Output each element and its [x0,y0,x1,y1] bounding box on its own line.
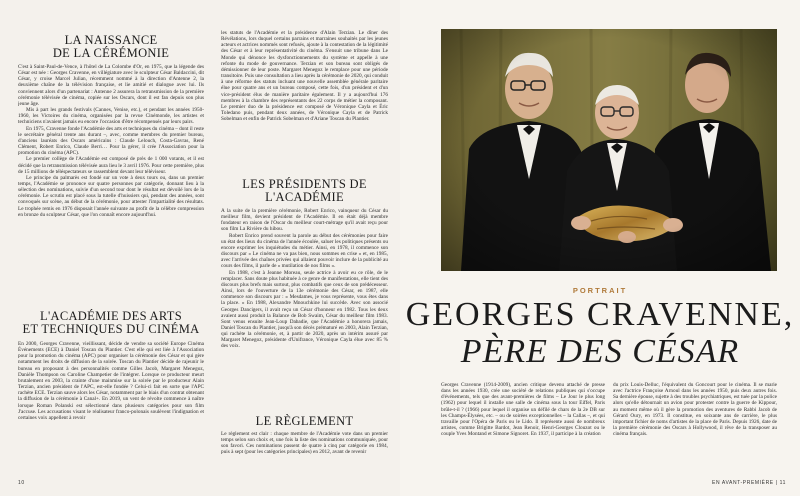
section-title-academie-line1: L'ACADÉMIE DES ARTS [40,309,182,323]
portrait-kicker: PORTRAIT [572,286,628,295]
portrait-text-column-1 [441,382,605,482]
section-title-reglement [221,415,388,428]
body-paragraph: Mis à part les grands festivals (Cannes, Venise, etc.), et pendant les années 1950-1960, les Victoires du cinéma, organisées par la revue Cinémonde, les artistes et techniciens n'avaient jamais eu encore l'occasion d'être récompensés par leurs pairs. [18,107,204,126]
body-paragraph: À la suite de la première cérémonie, Robert Enrico, vainqueur du César du meilleur film, devient président de l'Académie. Il en était déjà membre fondateur en raison de l'Oscar du meilleur court-métrage qu'il avait reçu pour son film La Rivière du hibou. [221,208,388,233]
section-title-presidents-line1: LES PRÉSIDENTS DE [242,177,367,191]
text-column-naissance [18,64,204,296]
section-title-presidents-line2: L'ACADÉMIE [265,189,344,204]
portrait-photo [441,29,777,271]
body-paragraph: du prix Louis-Delluc, l'équivalent du Goncourt pour le cinéma. Il se marie avec l'actrice Françoise Arnoul dans les années 1950, puis deux autres fois. Sa dernière épouse, sujette à des troubles psychiatriques, est tuée par la police alors qu'elle détournait un avion pour protester contre la guerre de Kippour, au moment même où il gère la promotion des aventures de Rabbi Jacob de Gérard Oury, en 1973. Il constitue, en soixante ans de carrière, le plus important fichier de noms d'artistes de la place de Paris. Depuis 1926, date de la première cérémonie des Oscars à Hollywood, il rêve de la transposer au cinéma français. [613,382,777,438]
section-title-naissance-line1: LA NAISSANCE [64,33,158,47]
section-title-presidents [221,178,388,203]
body-paragraph: En 2000, Georges Cravenne, vieillissant, décide de vendre sa société Europe Cinéma Événements (ECE) à Daniel Toscan du Plantier. C'est elle qui est liée à l'Association pour la promotion du cinéma (APC) pour organiser la cérémonie des César et qui gère notamment les droits de diffusion de la soirée. Toscan du Plantier décide de rajeunir le bureau en proposant à des personnalités comme Gilles Jacob, Margaret Menegoz, Danièle Thompson ou Caroline Champetier de l'intégrer. Lorsque ce producteur meurt brutalement en 2003, la crainte d'une mainmise sur la soirée par le producteur Alain Terzian, ancien président de l'APC, est-elle fondée ? Celui-ci fait en sorte que l'APC rachète ECE. Terzian sauve alors les César, notamment par le biais d'un contrat obtenant la diffusion de la cérémonie à Canal+. En 2019, un vent de révolte commence à naître lorsque Roman Polanski est sélectionné dans plusieurs catégories pour son film J'accuse. Les accusations visant le réalisateur franco-polonais soulèvent l'indignation et certaines voix appellent à revoir [18,341,204,421]
body-paragraph: Le principe du palmarès est fondé sur un vote à deux tours ou, dans un premier temps, l'Académie se prononce sur quatre personnes par catégorie, donnant lieu à la sélection des nominations, suivie d'un second tour dont le résultat est dévoilé lors de la cérémonie. Le scrutin est placé sous la tutelle d'huissiers qui, pendant des années, sont convoqués sur scène, au début de la cérémonie, pour attester l'impartialité des résultats. Le trophée remis en 1976 disposait l'année suivante au profit de la célèbre compression en bronze du sculpteur César, que l'on connaît encore aujourd'hui. [18,174,204,218]
portrait-title-line1: GEORGES CRAVENNE, [405,296,795,333]
text-column-academie [18,341,204,479]
portrait-title-line2: PÈRE DES CÉSAR [460,333,740,370]
body-paragraph: Le règlement est clair : chaque membre de l'Académie vote dans un premier temps selon son choix et, une fois la liste des nominations communiquée, pour son favori. Ces nominations passent de quatre à cinq par catégorie en 1984, puis à sept (pour les catégories principales) en 2012, avant de revenir [221,431,388,456]
body-paragraph: Georges Cravenne (1914-2009), ancien critique devenu attaché de presse dans les années 1930, crée une société de relations publiques qui s'occupe d'événements, tels que des avant-premières de films – Le Jour le plus long (1962) pour lequel il installe une salle de cinéma sous la tour Eiffel, Paris brûle-t-il ? (1966) pour lequel il organise un défilé de chars de la 2e DB sur les Champs-Élysées, etc. – ou de soirées exceptionnelles – la Callas –, et qui travaille pour l'Opéra de Paris ou le Lido. Il représente aussi de nombreux artistes, comme Brigitte Bardot, Jean Renoir, Henri-Georges Clouzot ou le couple Yves Montand et Simone Signoret. En 1937, il participe à la création [441,382,605,438]
text-column-statuts [221,30,388,168]
section-title-academie-line2: ET TECHNIQUES DU CINÉMA [22,321,200,336]
section-title-academie [18,310,204,335]
body-paragraph: Robert Enrico prend souvent la parole au début des cérémonies pour faire un état des lieux du cinéma de l'année écoulée, saluer les politiques présents ou encore exprimer les inquiétudes du métier. Ainsi, en 1978, il commence son discours par « Le cinéma ne va pas bien, nous sommes en crise » et, en 1985, avec l'arrivée des chaînes privées qui allaient pouvoir inclure de la publicité au cours des films, il parle de « mutilation de nos films ». [221,232,388,270]
page-number-right: EN AVANT-PREMIÈRE | 11 [712,480,786,486]
body-paragraph: En 1988, c'est à Jeanne Moreau, seule actrice à avoir eu ce rôle, de le remplacer. Sans doute plus habituée à ce genre de manifestations, elle tient des discours plus brefs mais surtout, plus combatifs que ceux de son prédécesseur. Ainsi, lors de l'ouverture de la 13e cérémonie des César, en 1987, elle commence son discours par : « Mesdames, je vous représente, vous êtes dans la place. » En 1988, Alexandre Mnouchkine lui succède. Avec son associé Georges Dancigers, il avait reçu un César d'honneur en 1982. Tous les deux avaient aussi produit la Balance de Bob Swaim, César du meilleur film 1983. Sont venus ensuite Jean-Loup Dabadie, que l'Académie a honorera jamais, Daniel Toscan du Plantier, jusqu'à son décès prématuré en 2003, Alain Terzian, qui rachète la cérémonie, et, à partir de 2020, après un intérim assuré par Margaret Menegoz, présidente d'Unifrance, Véronique Cayla élue avec 85 % des voix. [221,269,388,350]
photo-illustration [441,29,777,271]
body-paragraph: C'est à Saint-Paul-de-Vence, à l'hôtel de La Colombe d'Or, en 1975, que la légende des César est née : Georges Cravenne, en villégiature avec le sculpteur César Baldaccini, dit César, y croise Marcel Julian, récemment nommé à la direction d'Antenne 2, la deuxième chaîne de la télévision française, et lie amitié et dialogue avec lui. Ils conviennent alors d'un partenariat : Antenne 2 assurera la retransmission de la première cérémonie télévisée de cinéma, copiée sur les Oscars, dont il est fan depuis son plus jeune âge. [18,64,204,107]
page-number-left: 10 [18,480,25,486]
text-column-presidents [221,208,388,404]
portrait-text-column-2 [613,382,777,482]
body-paragraph: En 1975, Cravenne fonde l'Académie des arts et techniques du cinéma – dont il reste le secrétaire général trente ans durant –, avec, comme membres du premier bureau, d'anciens lauréats des Oscars américains : Claude Lelouch, Costa-Gavras, René Clément, Robert Enrico, Claude Berri… Pour la gérer, il crée l'Association pour la promotion du cinéma (APC). [18,125,204,157]
text-column-reglement [221,431,388,481]
section-title-reglement-text: LE RÈGLEMENT [255,414,354,428]
body-paragraph: les statuts de l'Académie et la présidence d'Alain Terzian. Le dîner des Révélations, lors duquel certains parrains et marraines souhaités par les jeunes acteurs et actrices nommés sont refusés, ajoute à la contestation de la légitimité des César et à leur représentativité du cinéma. S'ensuit une tribune dans Le Monde qui dénonce les dysfonctionnements du système et appelle à une refonte du mode de gouvernance. Terzian et son bureau sont obligés de démissionner de leur poste. Margaret Menegoz le remplace pour une période transitoire. Puis une consultation a lieu après la cérémonie de 2020, qui conduit à une réforme des statuts incluant une nouvelle assemblée générale paritaire élue pour quatre ans et un bureau composé, cette fois, d'un président et d'un vice-président élus de manière paritaire également. Il y a aujourd'hui 176 membres à la chambre des représentants des 22 corps de métier la composant. Le premier duo de la présidence est composé de Véronique Cayla et Éric Toledano puis, pendant deux années, de Véronique Cayla et de Patrick Sobelman et enfin de Patrick Sobelman et d'Ariane Toscan du Plantier. [221,30,388,123]
section-title-naissance-line2: DE LA CÉRÉMONIE [52,45,170,60]
body-paragraph: Le premier collège de l'Académie est composé de près de 1 000 votants, et il est décidé que la retransmission télévisée aura lieu le 3 avril 1976. Pour cette première, plus de 15 millions de téléspectateurs se rassemblent devant leur téléviseur. [18,156,204,175]
section-title-naissance [18,34,204,59]
